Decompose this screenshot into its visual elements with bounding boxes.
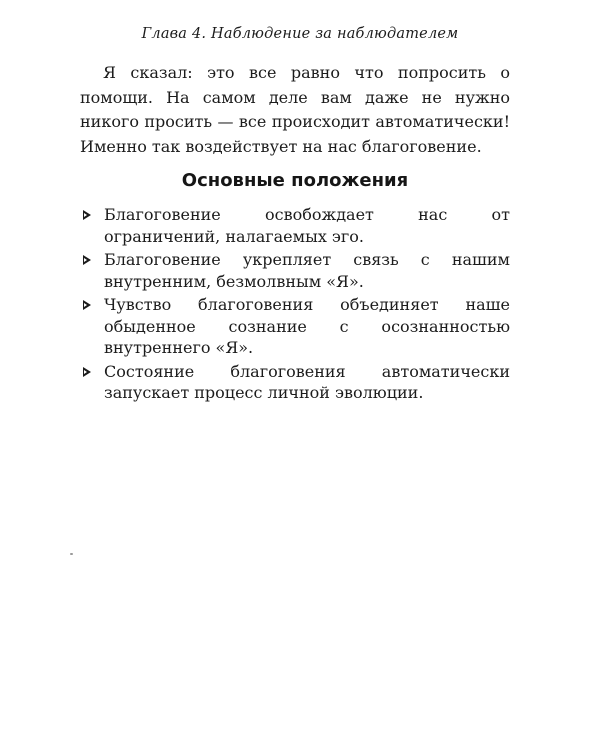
list-item [80,249,510,292]
triangle-bullet-icon [83,367,91,377]
print-speck [70,553,73,555]
list-item [80,204,510,247]
triangle-bullet-icon [83,300,91,310]
triangle-bullet-icon [83,210,91,220]
list-item-text: Благоговение освобождает нас от ограничений, налагаемых эго. [104,205,510,246]
triangle-bullet-icon [83,255,91,265]
list-item-text: Чувство благоговения объединяет наше обыденное сознание с осознанностью внутреннего «Я». [104,295,510,357]
list-item [80,294,510,359]
list-item-text: Состояние благоговения автоматически запускает процесс личной эволюции. [104,361,510,402]
section-title: Основные положения [181,170,409,191]
running-head: Глава 4. Наблюдение за наблюдателем [141,26,459,42]
list-item [80,361,510,404]
list-item-text: Благоговение укрепляет связь с нашим внутренним, безмолвным «Я». [104,250,510,291]
body-paragraph: Я сказал: это все равно что попросить о помощи. На самом деле вам даже не нужно никого просить — все происходит автоматически! Именно так воздействует на нас благоговение. [80,63,510,156]
key-points-list [80,204,510,406]
